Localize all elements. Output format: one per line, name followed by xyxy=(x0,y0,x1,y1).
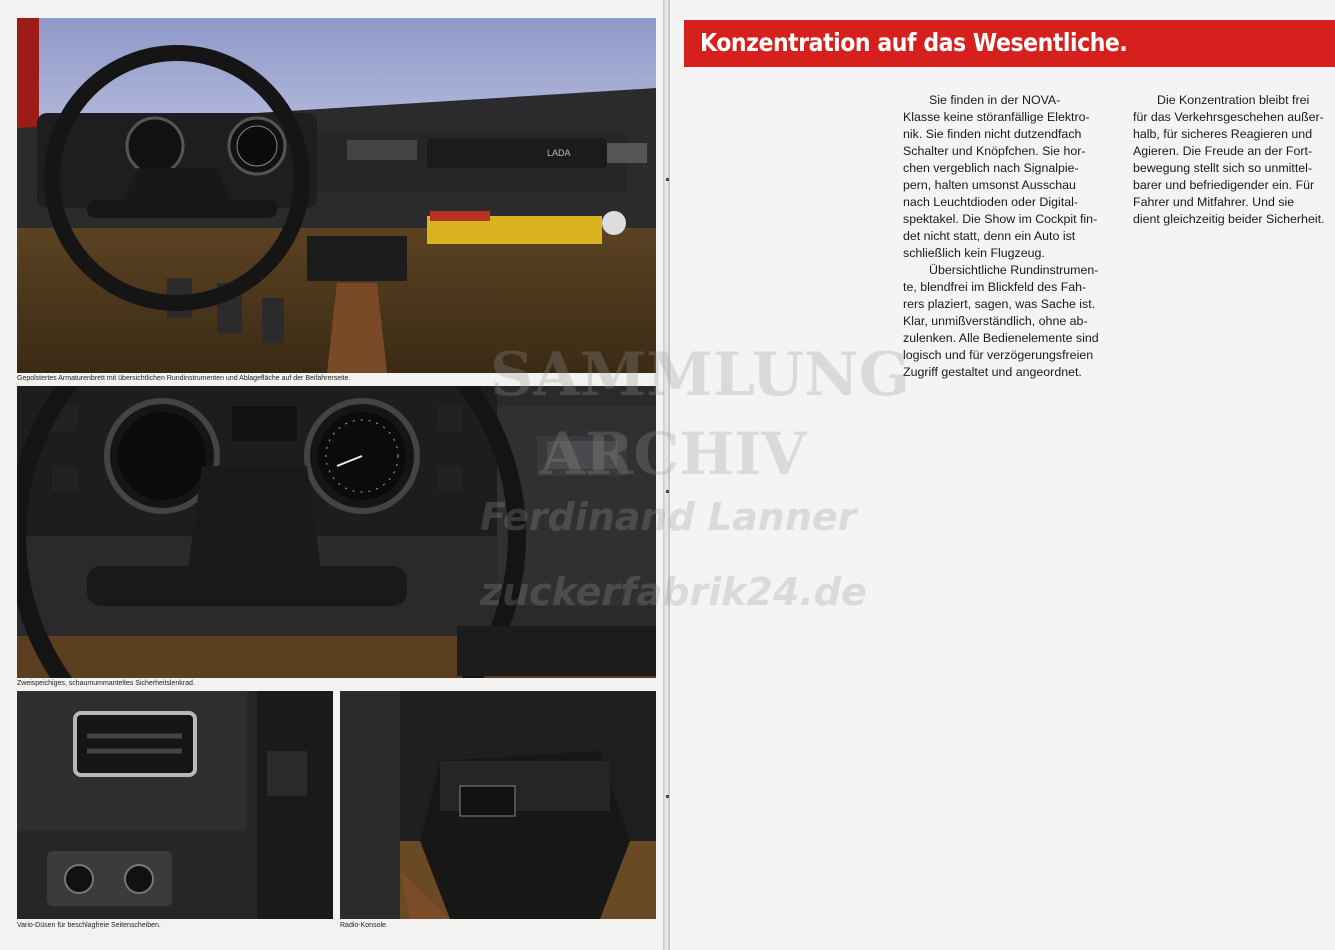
watermark-line-2: ARCHIV xyxy=(540,420,807,488)
col2-line: Fahrer und Mitfahrer. Und sie xyxy=(1133,195,1295,209)
col1-line: Klar, unmißverständlich, ohne ab- xyxy=(903,314,1088,328)
photo2-caption: Zweispeichiges, schaumummanteltes Sicherheitslenkrad. xyxy=(17,680,195,687)
col2-line: Agieren. Die Freude an der Fort- xyxy=(1133,144,1313,158)
body-column-1 xyxy=(903,92,1103,381)
col2-line: Die Konzentration bleibt frei xyxy=(1157,93,1310,107)
col1-line: pern, halten umsonst Ausschau xyxy=(903,178,1076,192)
col1-line: schließlich kein Flugzeug. xyxy=(903,246,1045,260)
col2-line: bewegung stellt sich so unmittel- xyxy=(1133,161,1313,175)
col2-line: barer und befriedigender ein. Für xyxy=(1133,178,1315,192)
watermark-line-3: Ferdinand Lanner xyxy=(480,495,857,539)
col1-line: logisch und für verzögerungsfreien xyxy=(903,348,1094,362)
col1-line: spektakel. Die Show im Cockpit fin- xyxy=(903,212,1098,226)
col2-line: dient gleichzeitig beider Sicherheit. xyxy=(1133,212,1325,226)
col1-line: Klasse keine störanfällige Elektro- xyxy=(903,110,1090,124)
dashboard-illustration xyxy=(17,18,656,373)
page-headline: Konzentration auf das Wesentliche. xyxy=(700,28,1128,57)
vent-nozzle-illustration xyxy=(17,691,333,919)
col2-line: für das Verkehrsgeschehen außer- xyxy=(1133,110,1324,124)
headline-bar xyxy=(684,20,1335,67)
col1-line: det nicht statt, denn ein Auto ist xyxy=(903,229,1076,243)
col2-line: halb, für sicheres Reagieren und xyxy=(1133,127,1313,141)
col1-line: Übersichtliche Rundinstrumen- xyxy=(929,263,1099,277)
watermark-line-1: SAMMLUNG xyxy=(490,340,911,410)
watermark-line-4: zuckerfabrik24.de xyxy=(480,570,867,614)
col1-line: te, blendfrei im Blickfeld des Fah- xyxy=(903,280,1087,294)
col1-line: nik. Sie finden nicht dutzendfach xyxy=(903,127,1082,141)
col1-line: zulenken. Alle Bedienelemente sind xyxy=(903,331,1099,345)
col1-line: Sie finden in der NOVA- xyxy=(929,93,1061,107)
col1-line: Zugriff gestaltet und angeordnet. xyxy=(903,365,1082,379)
radio-console-photo xyxy=(340,691,656,919)
photo3-caption: Vario-Düsen für beschlagfreie Seitenscheiben. xyxy=(17,922,161,929)
lada-badge: LADA xyxy=(547,148,571,158)
col1-line: rers plaziert, sagen, was Sache ist. xyxy=(903,297,1096,311)
vent-nozzle-photo xyxy=(17,691,333,919)
fold-mark xyxy=(666,490,669,493)
col1-line: chen vergeblich nach Signalpie- xyxy=(903,161,1079,175)
fold-mark xyxy=(666,178,669,181)
dashboard-photo xyxy=(17,18,656,373)
col1-line: Schalter und Knöpfchen. Sie hor- xyxy=(903,144,1086,158)
body-column-2 xyxy=(1133,92,1328,228)
radio-console-illustration xyxy=(340,691,656,919)
photo1-caption: Gepolstertes Armaturenbrett mit übersichtlichen Rundinstrumenten und Ablagefläche auf der Beifahrerseite. xyxy=(17,375,351,382)
photo4-caption: Radio-Konsole. xyxy=(340,922,388,929)
col1-line: nach Leuchtdioden oder Digital- xyxy=(903,195,1078,209)
fold-mark xyxy=(666,795,669,798)
